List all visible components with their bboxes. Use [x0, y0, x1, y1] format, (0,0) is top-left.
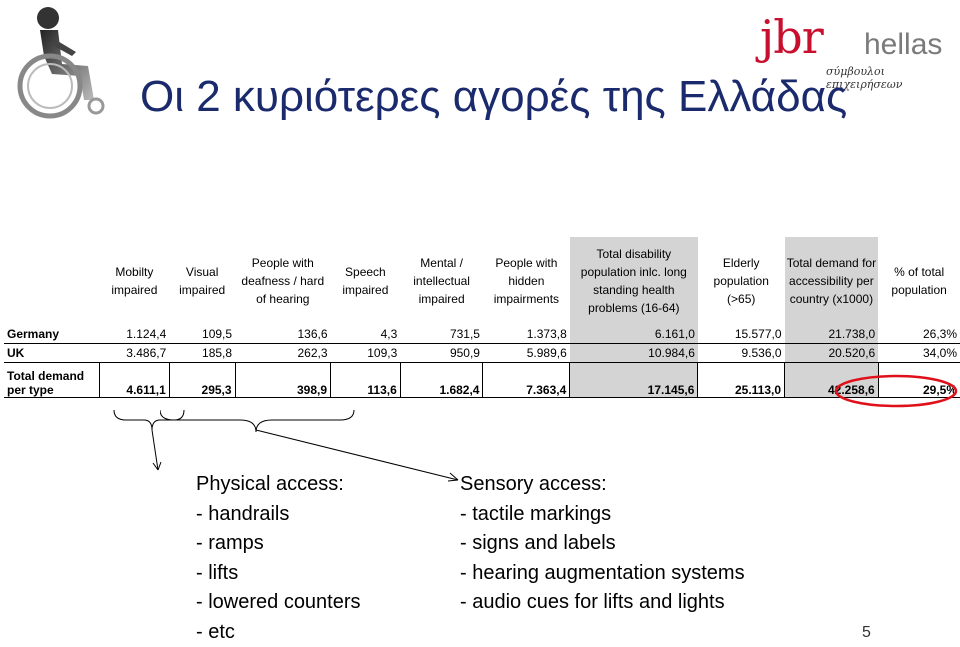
header-mental: Mental / intellectual impaired [400, 237, 483, 325]
table-cell: 15.577,0 [698, 325, 785, 344]
corner-cell [4, 237, 100, 325]
header-deafness: People with deafness / hard of hearing [235, 237, 330, 325]
header-total-disability: Total disability population inlc. long standing health problems (16-64) [570, 237, 698, 325]
table-cell: 6.161,0 [570, 325, 698, 344]
header-hidden: People with hidden impairments [483, 237, 570, 325]
table-cell: 20.520,6 [785, 344, 879, 363]
table-cell: 34,0% [878, 344, 960, 363]
list-item: - etc [196, 618, 361, 647]
row-label: Germany [4, 325, 100, 344]
table-cell: 185,8 [169, 344, 235, 363]
list-item: - tactile markings [460, 500, 745, 530]
list-item: - handrails [196, 500, 361, 530]
table-cell: 3.486,7 [100, 344, 170, 363]
list-item: - lowered counters [196, 588, 361, 618]
highlight-oval [834, 374, 958, 408]
table-cell: 109,3 [331, 344, 401, 363]
table-cell: 29,5% [878, 363, 960, 398]
page-number: 5 [862, 624, 871, 642]
table-cell: 4.611,1 [100, 363, 170, 398]
list-item: - ramps [196, 529, 361, 559]
table-cell: 398,9 [235, 363, 330, 398]
table-cell: 113,6 [331, 363, 401, 398]
table-cell: 109,5 [169, 325, 235, 344]
row-label: UK [4, 344, 100, 363]
table-row [4, 325, 960, 344]
sensory-access-list [460, 470, 745, 618]
table-row [4, 344, 960, 363]
table-cell: 295,3 [169, 363, 235, 398]
table-cell: 1.124,4 [100, 325, 170, 344]
row-label: Total demand per type [4, 363, 100, 398]
slide-title: Οι 2 κυριότερες αγορές της Ελλάδας [140, 72, 847, 122]
table-row [4, 363, 960, 398]
header-visual: Visual impaired [169, 237, 235, 325]
header-elderly: Elderly population (>65) [698, 237, 785, 325]
table-cell: 25.113,0 [698, 363, 785, 398]
table-cell: 5.989,6 [483, 344, 570, 363]
list-item: - lifts [196, 559, 361, 589]
header-percent: % of total population [878, 237, 960, 325]
brand-mark: jbr [760, 10, 823, 64]
list-item: - audio cues for lifts and lights [460, 588, 745, 618]
list-item: - hearing augmentation systems [460, 559, 745, 589]
table-cell: 26,3% [878, 325, 960, 344]
table-cell: 262,3 [235, 344, 330, 363]
header-speech: Speech impaired [331, 237, 401, 325]
table-cell: 136,6 [235, 325, 330, 344]
jbr-hellas-logo [760, 10, 950, 80]
table-cell: 950,9 [400, 344, 483, 363]
table-cell: 1.373,8 [483, 325, 570, 344]
header-mobility: Mobilty impaired [100, 237, 170, 325]
table-cell: 731,5 [400, 325, 483, 344]
table-cell: 10.984,6 [570, 344, 698, 363]
demand-table [4, 237, 960, 398]
list-item: - signs and labels [460, 529, 745, 559]
physical-access-heading: Physical access: [196, 470, 361, 500]
table-cell: 4,3 [331, 325, 401, 344]
table-cell: 21.738,0 [785, 325, 879, 344]
wheelchair-user-icon [0, 0, 130, 125]
physical-arrow [140, 430, 180, 475]
brand-tagline: σύμβουλοι επιχειρήσεων [826, 65, 950, 91]
sensory-access-heading: Sensory access: [460, 470, 745, 500]
table-cell: 1.682,4 [400, 363, 483, 398]
header-total-demand: Total demand for accessibility per country (x1000) [785, 237, 879, 325]
table-cell: 9.536,0 [698, 344, 785, 363]
table-cell: 42.258,6 [785, 363, 879, 398]
table-cell: 17.145,6 [570, 363, 698, 398]
brand-name: hellas [864, 28, 942, 62]
physical-access-list [196, 470, 361, 647]
table-cell: 7.363,4 [483, 363, 570, 398]
